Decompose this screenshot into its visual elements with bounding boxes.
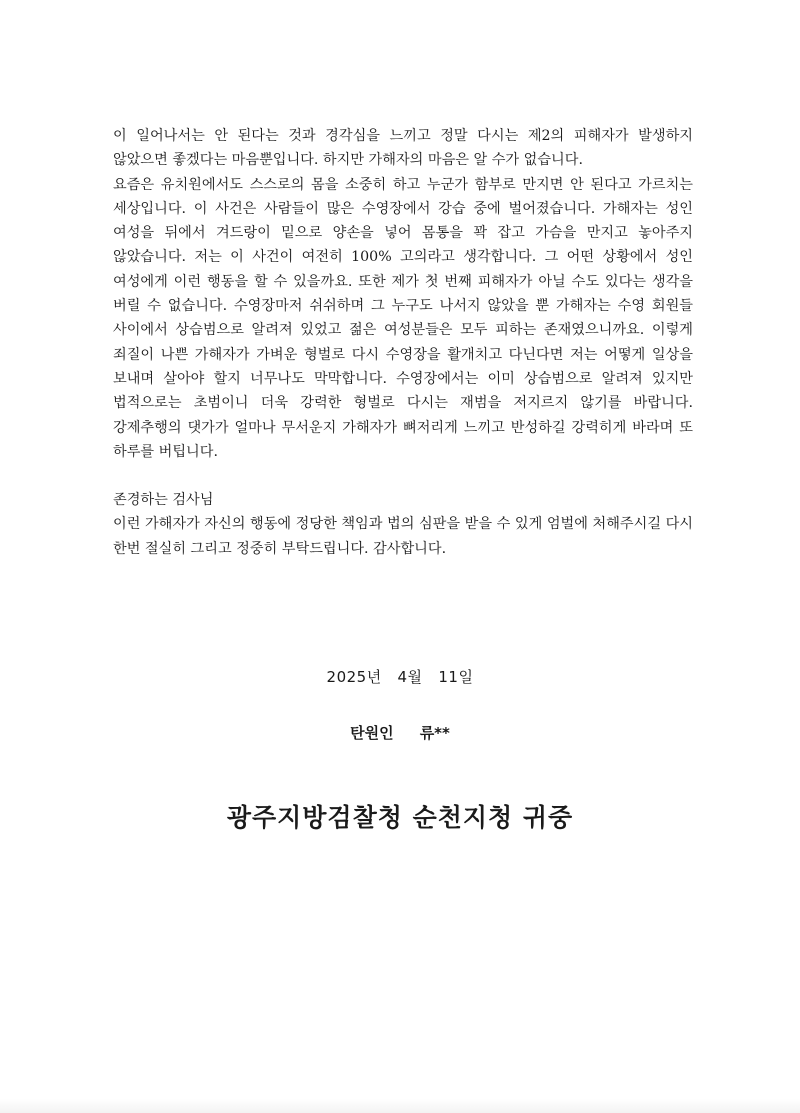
- paragraph-intro: 이 일어나서는 안 된다는 것과 경각심을 느끼고 정말 다시는 제2의 피해자가 발생하지 않았으면 좋겠다는 마음뿐입니다. 하지만 가해자의 마음은 알 수가 없습니다.: [113, 128, 693, 169]
- page-bottom-edge: [0, 1099, 800, 1113]
- petition-body: [113, 124, 693, 561]
- recipient-office: 광주지방검찰청 순천지청 귀중: [226, 803, 574, 832]
- petitioner-signature: 탄원인 류**: [350, 724, 450, 742]
- paragraph-salutation: 존경하는 검사님: [113, 492, 214, 509]
- document-date: 2025년 4월 11일: [326, 668, 474, 686]
- paragraph-main: 요즘은 유치원에서도 스스로의 몸을 소중히 하고 누군가 함부로 만지면 안 된다고 가르치는 세상입니다. 이 사건은 사람들이 많은 수영장에서 강습 중에 벌어졌습니다. 가해자는 성인 여성을 뒤에서 겨드랑이 밑으로 양손을 넣어 몸통을 꽉 잡고 가슴을 만지고 놓아주지 않았습니다. 저는 이 사건이 여전히 100% 고의라고 생각합니다. 그 어떤 상황에서 성인 여성에게 이런 행동을 할 수 있을까요. 또한 제가 첫 번째 피해자가 아닐 수도 있다는 생각을 버릴 수 없습니다. 수영장마저 쉬쉬하며 그 누구도 나서지 않았을 뿐 가해자는 수영 회원들 사이에서 상습범으로 알려져 있었고 젊은 여성분들은 모두 피하는 존재였으니까요. 이렇게 죄질이 나쁜 가해자가 가벼운 형벌로 다시 수영장을 활개치고 다닌다면 저는 어떻게 일상을 보내며 살아야 할지 너무나도 막막합니다. 수영장에서는 이미 상습범으로 알려져 있지만 법적으로는 초범이니 더욱 강력한 형벌로 다시는 재범을 저지르지 않기를 바랍니다. 강제추행의 댓가가 얼마나 무서운지 가해자가 뼈저리게 느끼고 반성하길 강력히게 바라며 또 하루를 버팁니다.: [113, 176, 693, 460]
- paragraph-closing: 이런 가해자가 자신의 행동에 정당한 책임과 법의 심판을 받을 수 있게 엄벌에 처해주시길 다시 한번 절실히 그리고 정중히 부탁드립니다. 감사합니다.: [113, 516, 693, 557]
- paragraph-spacer: [113, 464, 693, 488]
